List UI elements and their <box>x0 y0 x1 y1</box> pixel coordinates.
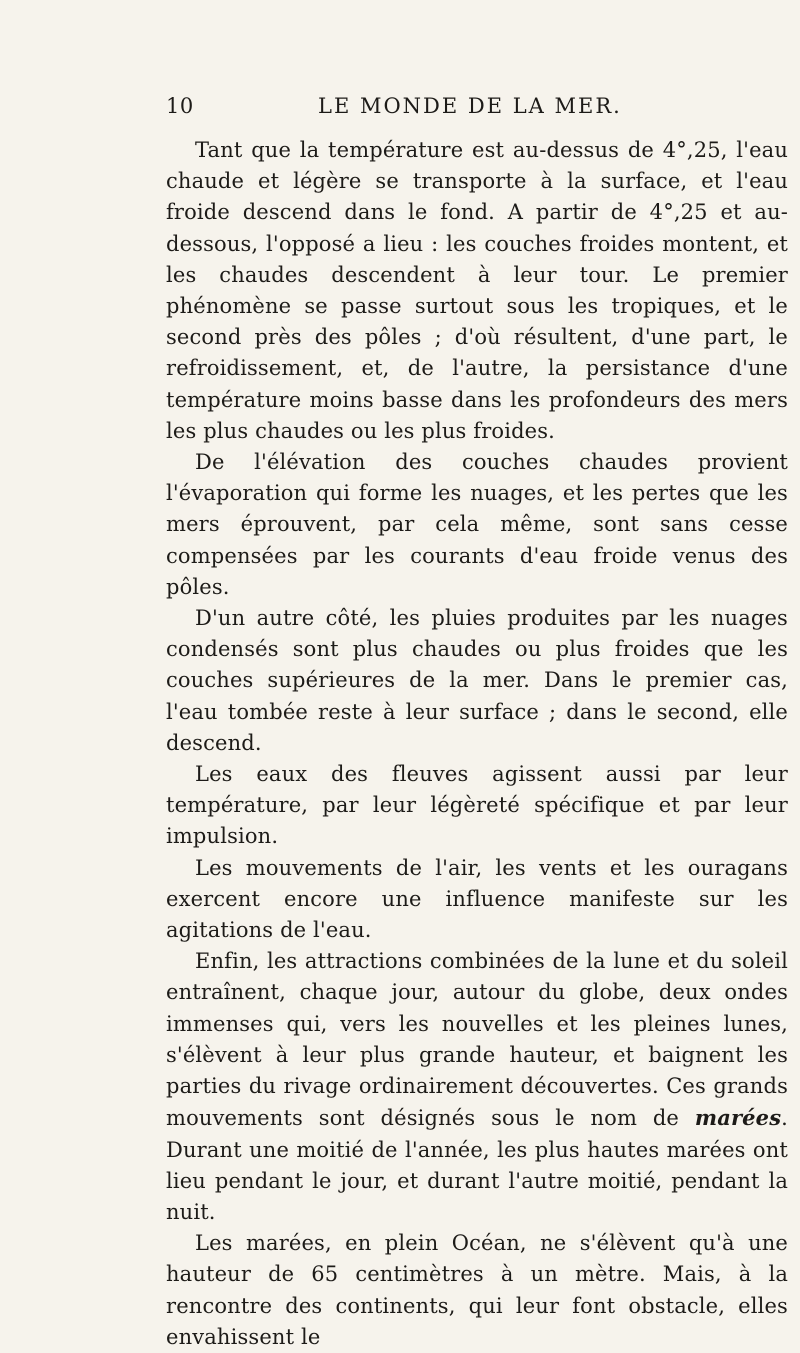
tides-text-after: . Durant une moitié de l'année, les plus hautes marées ont lieu pendant le jour, et durant l'autre moitié, pendant la nuit. <box>166 1106 788 1224</box>
tides-term: marées <box>694 1105 782 1131</box>
paragraph-rivers: Les eaux des fleuves agissent aussi par leur température, par leur légèreté spécifique et par leur impulsion. <box>166 762 788 849</box>
paragraph-winds: Les mouvements de l'air, les vents et les ouragans exercent encore une influence manifeste sur les agitations de l'eau. <box>166 855 788 943</box>
body-text <box>166 135 788 1353</box>
paragraph-rain: D'un autre côté, les pluies produites par les nuages condensés sont plus chaudes ou plus froides que les couches supérieures de la mer. Dans le premier cas, l'eau tombée reste à leur surface ; dans le second, elle descend. <box>166 606 788 755</box>
paragraph-tide-height: Les marées, en plein Océan, ne s'élèvent qu'à une hauteur de 65 centimètres à un mètre. Mais, à la rencontre des continents, qui leur font obstacle, elles envahissent le <box>166 1231 788 1349</box>
page-number: 10 <box>166 94 194 118</box>
page-header <box>166 94 786 124</box>
paragraph-tides <box>166 946 788 1228</box>
paragraph-temperature: Tant que la température est au-dessus de 4°,25, l'eau chaude et légère se transporte à la surface, et l'eau froide descend dans le fond. A partir de 4°,25 et au-dessous, l'opposé a lieu : les couches froides montent, et les chaudes descendent à leur tour. Le premier phénomène se passe surtout sous les tropiques, et le second près des pôles ; d'où résultent, d'une part, le refroidissement, et, de l'autre, la persistance d'une température moins basse dans les profondeurs des mers les plus chaudes ou les plus froides. <box>166 138 788 443</box>
paragraph-evaporation: De l'élévation des couches chaudes provient l'évaporation qui forme les nuages, et les pertes que les mers éprouvent, par cela même, sont sans cesse compensées par les courants d'eau froide venus des pôles. <box>166 450 788 599</box>
running-title: LE MONDE DE LA MER. <box>318 94 622 118</box>
tides-text-before: Enfin, les attractions combinées de la lune et du soleil entraînent, chaque jour, autour du globe, deux ondes immenses qui, vers les nouvelles et les pleines lunes, s'élèvent à leur plus grande hauteur, et baignent les parties du rivage ordinairement découvertes. Ces grands mouvements sont désignés sous le nom de <box>166 949 788 1131</box>
